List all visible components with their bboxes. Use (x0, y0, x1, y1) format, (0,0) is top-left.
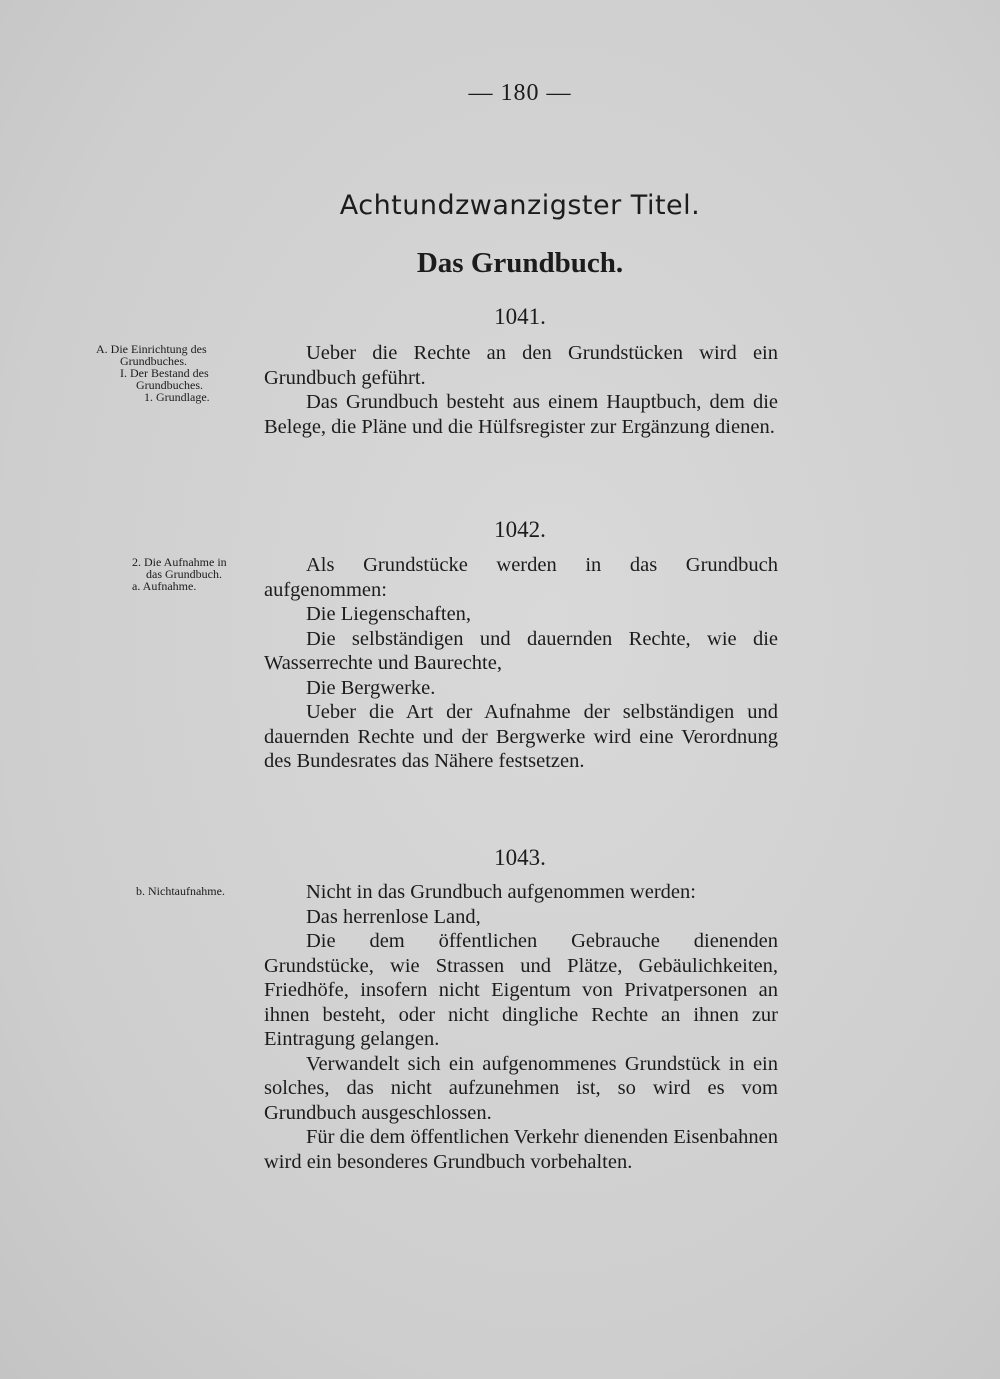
paragraph: Als Grundstücke werden in das Grundbuch aufgenommen: (264, 554, 778, 601)
margin-note-1042 (96, 556, 256, 592)
article-body-1041 (264, 341, 778, 439)
paragraph: Das Grundbuch besteht aus einem Hauptbuch, dem die Belege, die Pläne und die Hülfsregister zur Ergänzung dienen. (264, 391, 778, 438)
paragraph: Die Bergwerke. (306, 676, 436, 699)
article-number-1042: 1042. (494, 517, 546, 542)
article-number-1041: 1041. (494, 304, 546, 329)
margin-note-line: Grundbuches. (120, 354, 187, 368)
paragraph: Die dem öffentlichen Gebrauche dienenden Grundstücke, wie Strassen und Plätze, Gebäulichkeiten, Friedhöfe, insofern nicht Eigentum von Privatpersonen an ihnen besteht, oder nicht dingliche Rechte an ihnen zur Eintragung gelangen. (264, 930, 778, 1050)
margin-note-line: Grundbuches. (136, 378, 203, 392)
margin-note-line: a. Aufnahme. (132, 579, 197, 593)
paragraph: Die Liegenschaften, (306, 603, 472, 625)
margin-note-line: b. Nichtaufnahme. (136, 884, 225, 898)
paragraph: Das herrenlose Land, (306, 905, 481, 928)
section-title: Achtundzwanzigster Titel. (339, 190, 701, 221)
paragraph: Ueber die Rechte an den Grundstücken wird ein Grundbuch geführt. (264, 342, 778, 389)
paragraph: Für die dem öffentlichen Verkehr dienenden Eisenbahnen wird ein besonderes Grundbuch vorbehalten. (264, 1126, 778, 1173)
paragraph: Ueber die Art der Aufnahme der selbständigen und dauernden Rechte und der Bergwerke wird eine Verordnung des Bundesrates das Nähere festsetzen. (264, 701, 778, 772)
article-body-1043 (264, 880, 778, 1174)
margin-note-line: I. Der Bestand des (120, 366, 209, 380)
paragraph: Verwandelt sich ein aufgenommenes Grundstück in ein solches, das nicht aufzunehmen ist, so wird es vom Grundbuch ausgeschlossen. (264, 1052, 778, 1124)
paragraph: Die selbständigen und dauernden Rechte, wie die Wasserrechte und Baurechte, (264, 627, 778, 674)
margin-note-1041 (96, 343, 256, 403)
section-subtitle: Das Grundbuch. (416, 247, 624, 279)
margin-note-line: 1. Grundlage. (144, 390, 210, 404)
article-body-1042 (264, 553, 778, 774)
paragraph: Nicht in das Grundbuch aufgenommen werden: (306, 881, 696, 903)
article-number-1043: 1043. (494, 845, 546, 870)
page-number: — 180 — (468, 80, 572, 106)
margin-note-line: das Grundbuch. (146, 567, 222, 581)
margin-note-1043 (96, 885, 256, 897)
margin-note-line: A. Die Einrichtung des (96, 342, 207, 356)
margin-note-line: 2. Die Aufnahme in (132, 555, 227, 569)
